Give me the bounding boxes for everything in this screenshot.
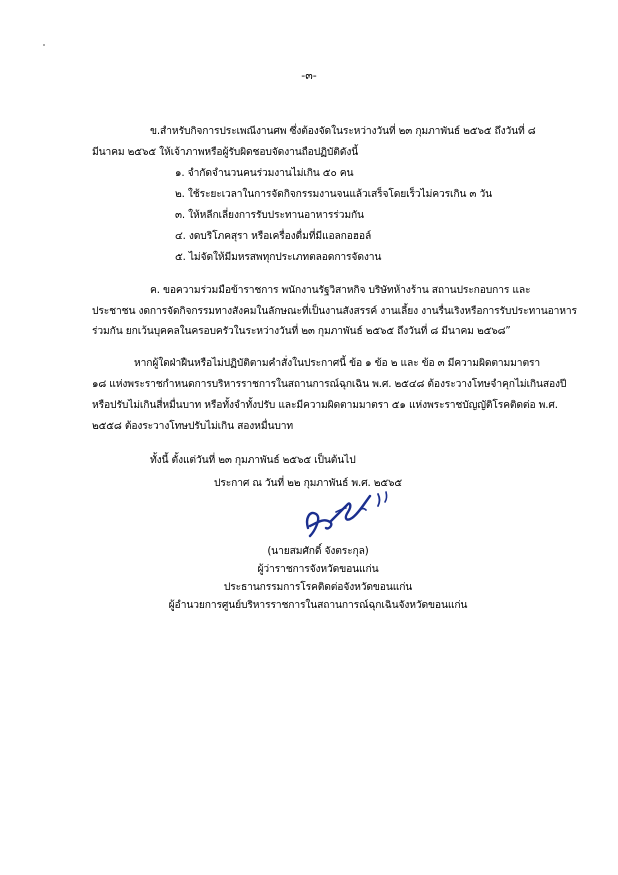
penalty-line-4: ๒๕๕๘ ต้องระวางโทษปรับไม่เกิน สองหมื่นบาท [92,420,293,432]
section-b-item-3: ๓. ให้หลีกเลี่ยงการรับประทานอาหารร่วมกัน [175,209,364,221]
section-b-line-2: มีนาคม ๒๕๖๕ ให้เจ้าภาพหรือผู้รับผิดชอบจัดงานถือปฏิบัติดังนี้ [92,146,359,158]
handwritten-signature [300,488,390,540]
announcement-date: ประกาศ ณ วันที่ ๒๒ กุมภาพันธ์ พ.ศ. ๒๕๖๕ [214,477,403,489]
signer-title-governor: ผู้ว่าราชการจังหวัดขอนแก่น [257,563,379,575]
section-b-item-1: ๑. จำกัดจำนวนคนร่วมงานไม่เกิน ๕๐ คน [175,167,354,179]
page-number: -๓- [301,69,317,82]
section-c-line-3: ร่วมกัน ยกเว้นบุคคลในครอบครัวในระหว่างวันที่ ๒๓ กุมภาพันธ์ ๒๕๖๕ ถึงวันที่ ๘ มีนาคม ๒๕๖๘” [92,325,511,337]
scan-speck [43,44,45,46]
signer-title-committee: ประธานกรรมการโรคติดต่อจังหวัดขอนแก่น [223,581,413,593]
section-b-item-2: ๒. ใช้ระยะเวลาในการจัดกิจกรรมงานจนแล้วเสร็จโดยเร็วไม่ควรเกิน ๓ วัน [175,188,492,200]
section-c-line-2: ประชาชน งดการจัดกิจกรรมทางสังคมในลักษณะที่เป็นงานสังสรรค์ งานเลี้ยง งานรื่นเริงหรือการรับประทานอาหาร [92,305,577,317]
section-b-item-4: ๔. งดบริโภคสุรา หรือเครื่องดื่มที่มีแอลกอฮอล์ [175,230,372,242]
signer-name: (นายสมศักดิ์ จังตระกุล) [267,545,369,557]
penalty-line-1: หากผู้ใดฝ่าฝืนหรือไม่ปฏิบัติตามคำสั่งในประกาศนี้ ข้อ ๑ ข้อ ๒ และ ข้อ ๓ มีความผิดตามมาตรา [134,357,540,369]
penalty-line-2: ๑๘ แห่งพระราชกำหนดการบริหารราชการในสถานการณ์ฉุกเฉิน พ.ศ. ๒๕๔๘ ต้องระวางโทษจำคุกไม่เกินสองปี [92,378,567,390]
effective-date: ทั้งนี้ ตั้งแต่วันที่ ๒๓ กุมภาพันธ์ ๒๕๖๕ เป็นต้นไป [150,454,356,466]
section-b-item-5: ๕. ไม่จัดให้มีมหรสพทุกประเภทตลอดการจัดงาน [175,251,382,263]
signer-title-director: ผู้อำนวยการศูนย์บริหารราชการในสถานการณ์ฉุกเฉินจังหวัดขอนแก่น [168,599,468,611]
section-c-line-1: ค. ขอความร่วมมือข้าราชการ พนักงานรัฐวิสาหกิจ บริษัทห้างร้าน สถานประกอบการ และ [150,284,531,296]
section-b-line-1: ข.สำหรับกิจการประเพณีงานศพ ซึ่งต้องจัดในระหว่างวันที่ ๒๓ กุมภาพันธ์ ๒๕๖๕ ถึงวันที่ ๘ [150,125,536,137]
penalty-line-3: หรือปรับไม่เกินสี่หมื่นบาท หรือทั้งจำทั้งปรับ และมีความผิดตามมาตรา ๕๑ แห่งพระราชบัญญัติโรคติดต่อ พ.ศ. [92,399,558,411]
